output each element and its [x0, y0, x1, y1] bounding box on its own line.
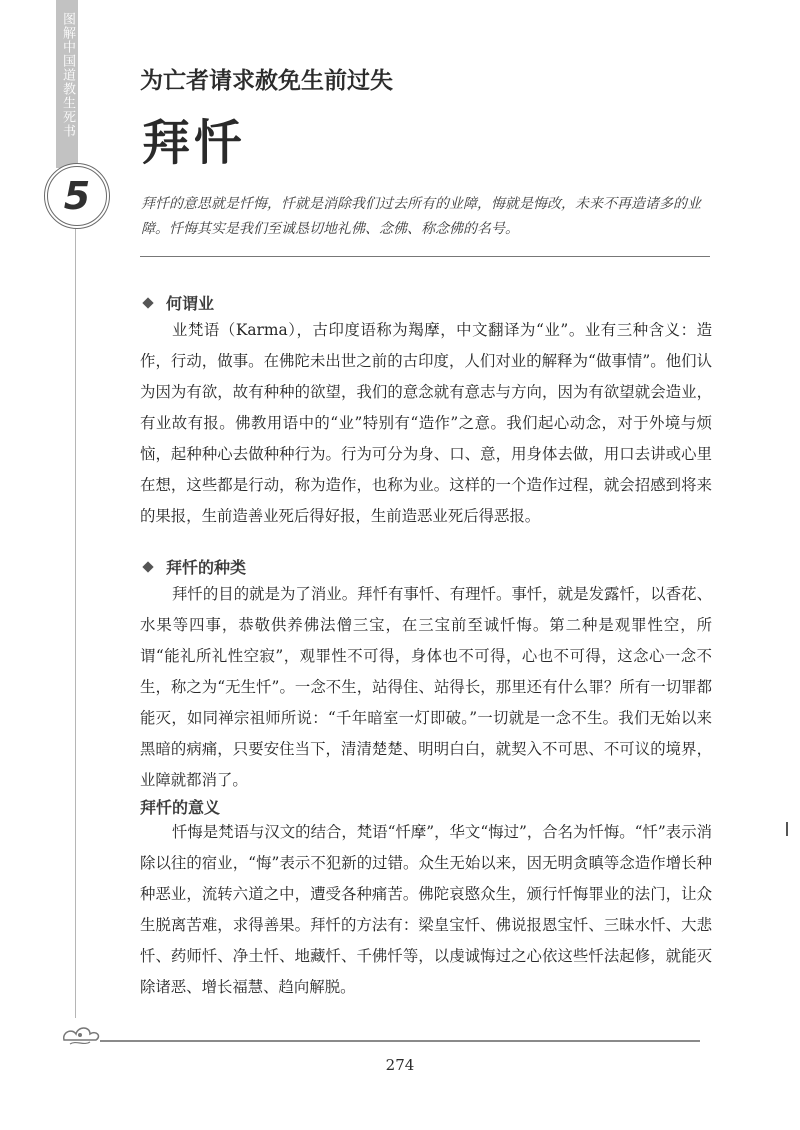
book-title: 图解中国道教生死书: [60, 12, 75, 138]
section-body-types: 拜忏的目的就是为了消业。拜忏有事忏、有理忏。事忏，就是发露忏，以香花、水果等四事，恭敬供养佛法僧三宝，在三宝前至诚忏悔。第二种是观罪性空，所谓“能礼所礼性空寂”，观罪性不可得，身体也不可得，心也不可得，这念心一念不生，称之为“无生忏”。一念不生，站得住、站得长，那里还有什么罪？所有一切罪都能灭，如同禅宗祖师所说：“千年暗室一灯即破。”一切就是一念不生。我们无始以来黑暗的病痛，只要安住当下，清清楚楚、明明白白，就契入不可思、不可议的境界，业障就都消了。: [140, 585, 712, 789]
diamond-bullet-icon: [142, 297, 153, 308]
section-body-karma: 业梵语（Karma），古印度语称为羯摩，中文翻译为“业”。业有三种含义：造作，行动，做事。在佛陀未出世之前的古印度，人们对业的解释为“做事情”。他们认为因为有欲，故有种种的欲望，我们的意念就有意志与方向，因为有欲望就会造业，有业故有报。佛教用语中的“业”特别有“造作”之意。我们起心动念，对于外境与烦恼，起种种心去做种种行为。行为可分为身、口、意，用身体去做，用口去讲或心里在想，这些都是行动，称为造作，也称为业。这样的一个造作过程，就会招感到将来的果报，生前造善业死后得好报，生前造恶业死后得恶报。: [140, 321, 712, 525]
chapter-number: 5: [63, 174, 91, 218]
footer-rule: [100, 1040, 700, 1042]
cloud-ornament-icon: [60, 1020, 104, 1050]
book-title-tab: [56, 0, 78, 168]
page-number: 274: [385, 1056, 415, 1074]
margin-line: [75, 168, 76, 1018]
section-heading-karma: 何谓业: [140, 291, 214, 314]
page-subtitle: 为亡者请求赦免生前过失: [140, 68, 393, 94]
section-body-meaning: 忏悔是梵语与汉文的结合，梵语“忏摩”，华文“悔过”，合名为忏悔。“忏”表示消除以往的宿业，“悔”表示不犯新的过错。众生无始以来，因无明贪瞋等念造作增长种种恶业，流转六道之中，遭受各种痛苦。佛陀哀愍众生，颁行忏悔罪业的法门，让众生脱离苦难，求得善果。拜忏的方法有：梁皇宝忏、佛说报恩宝忏、三昧水忏、大悲忏、药师忏、净土忏、地藏忏、千佛忏等，以虔诚悔过之心依这些忏法起修，就能灭除诸恶、增长福慧、趋向解脱。: [140, 823, 712, 996]
section-heading-meaning: 拜忏的意义: [140, 798, 221, 817]
page-title: 拜忏: [142, 115, 247, 171]
intro-paragraph: 拜忏的意思就是忏悔，忏就是消除我们过去所有的业障，悔就是悔改，未来不再造诸多的业障。忏悔其实是我们至诚恳切地礼佛、念佛、称念佛的名号。: [141, 196, 701, 237]
edge-mark: [786, 822, 788, 836]
section-heading-types: 拜忏的种类: [140, 555, 246, 578]
header-divider: [140, 256, 710, 257]
chapter-badge: [44, 163, 110, 229]
diamond-bullet-icon: [142, 561, 153, 572]
